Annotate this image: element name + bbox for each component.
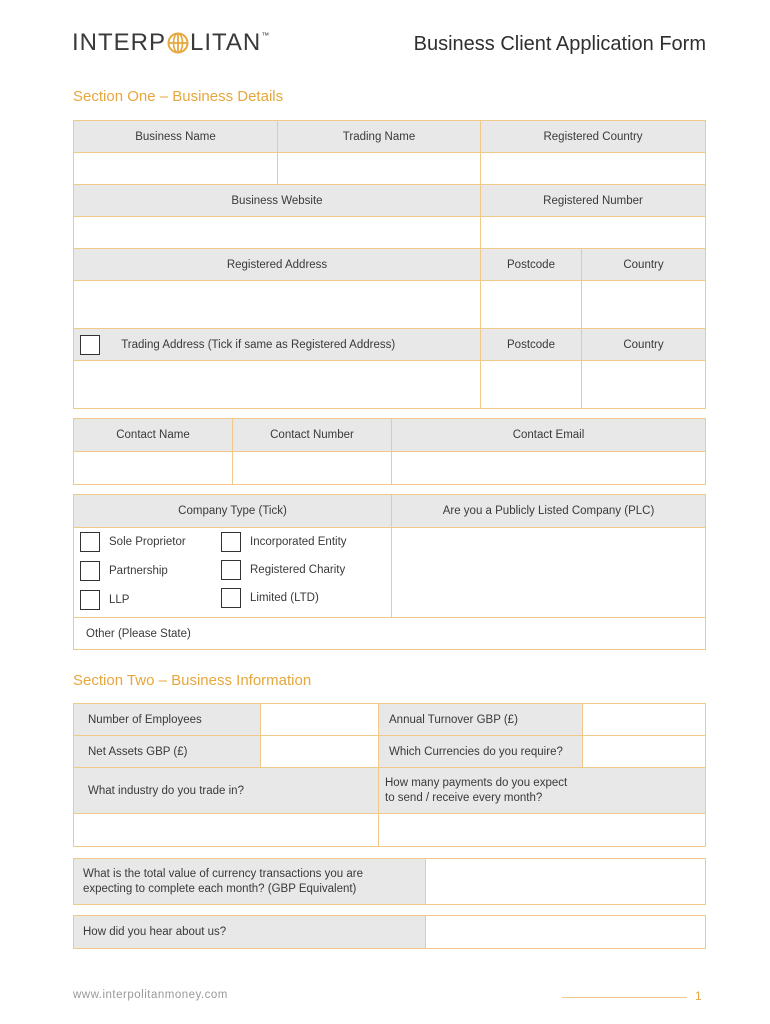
trading-address-checkbox[interactable] bbox=[80, 335, 100, 355]
trading-address-input[interactable] bbox=[74, 361, 481, 409]
registered-address-input[interactable] bbox=[74, 281, 481, 329]
registered-country-input[interactable] bbox=[481, 153, 706, 185]
footer-divider bbox=[562, 997, 687, 998]
contact-email-input[interactable] bbox=[392, 452, 706, 485]
registered-number-input[interactable] bbox=[481, 217, 706, 249]
payments-label bbox=[379, 768, 706, 814]
country-label: Country bbox=[582, 249, 706, 281]
sole-proprietor-label: Sole Proprietor bbox=[109, 536, 186, 548]
form-title: Business Client Application Form bbox=[413, 33, 706, 55]
employees-input[interactable] bbox=[261, 704, 379, 736]
company-logo: INTERP LITAN ™ bbox=[72, 29, 271, 56]
contact-number-input[interactable] bbox=[233, 452, 392, 485]
net-assets-input[interactable] bbox=[261, 736, 379, 768]
llp-label: LLP bbox=[109, 594, 130, 606]
sole-proprietor-checkbox[interactable] bbox=[80, 532, 100, 552]
total-value-label-line1: What is the total value of currency transactions you are bbox=[83, 867, 363, 880]
partnership-label: Partnership bbox=[109, 565, 168, 577]
hear-about-table bbox=[73, 915, 706, 949]
plc-label: Are you a Publicly Listed Company (PLC) bbox=[392, 495, 706, 528]
page-number: 1 bbox=[695, 989, 702, 1003]
hear-about-label: How did you hear about us? bbox=[74, 916, 426, 949]
contact-email-label: Contact Email bbox=[392, 419, 706, 452]
limited-option[interactable] bbox=[221, 588, 319, 608]
total-value-input[interactable] bbox=[426, 859, 706, 905]
incorporated-entity-option[interactable] bbox=[221, 532, 347, 552]
llp-option[interactable] bbox=[80, 590, 129, 610]
incorporated-entity-checkbox[interactable] bbox=[221, 532, 241, 552]
payments-input[interactable] bbox=[379, 814, 706, 847]
section-one-title: Section One – Business Details bbox=[73, 88, 284, 105]
business-name-label: Business Name bbox=[74, 121, 278, 153]
other-label: Other (Please State) bbox=[86, 627, 191, 640]
turnover-label: Annual Turnover GBP (£) bbox=[379, 704, 583, 736]
employees-label: Number of Employees bbox=[74, 704, 261, 736]
contact-table bbox=[73, 418, 706, 485]
trading-postcode-label: Postcode bbox=[481, 329, 582, 361]
trading-postcode-input[interactable] bbox=[481, 361, 582, 409]
trading-country-label: Country bbox=[582, 329, 706, 361]
postcode-input[interactable] bbox=[481, 281, 582, 329]
business-name-input[interactable] bbox=[74, 153, 278, 185]
globe-icon bbox=[167, 32, 189, 54]
net-assets-label: Net Assets GBP (£) bbox=[74, 736, 261, 768]
registered-address-label: Registered Address bbox=[74, 249, 481, 281]
footer-url: www.interpolitanmoney.com bbox=[73, 989, 228, 1001]
partnership-option[interactable] bbox=[80, 561, 168, 581]
plc-input[interactable] bbox=[392, 528, 706, 618]
limited-checkbox[interactable] bbox=[221, 588, 241, 608]
currencies-label: Which Currencies do you require? bbox=[379, 736, 583, 768]
company-type-table bbox=[73, 494, 706, 650]
business-website-input[interactable] bbox=[74, 217, 481, 249]
other-input[interactable] bbox=[74, 618, 706, 650]
sole-proprietor-option[interactable] bbox=[80, 532, 186, 552]
hear-about-input[interactable] bbox=[426, 916, 706, 949]
country-input[interactable] bbox=[582, 281, 706, 329]
section-two-title: Section Two – Business Information bbox=[73, 672, 312, 689]
currencies-input[interactable] bbox=[583, 736, 706, 768]
postcode-label: Postcode bbox=[481, 249, 582, 281]
business-details-table bbox=[73, 120, 706, 409]
total-value-table bbox=[73, 858, 706, 905]
industry-label: What industry do you trade in? bbox=[74, 768, 379, 814]
turnover-input[interactable] bbox=[583, 704, 706, 736]
partnership-checkbox[interactable] bbox=[80, 561, 100, 581]
registered-charity-label: Registered Charity bbox=[250, 564, 346, 576]
payments-label-line2: to send / receive every month? bbox=[385, 791, 543, 804]
registered-charity-option[interactable] bbox=[221, 560, 345, 580]
contact-number-label: Contact Number bbox=[233, 419, 392, 452]
business-info-table bbox=[73, 703, 706, 847]
trading-address-label bbox=[74, 329, 481, 361]
contact-name-input[interactable] bbox=[74, 452, 233, 485]
total-value-label-line2: expecting to complete each month? (GBP Equivalent) bbox=[83, 882, 357, 895]
trading-country-input[interactable] bbox=[582, 361, 706, 409]
llp-checkbox[interactable] bbox=[80, 590, 100, 610]
total-value-label bbox=[74, 859, 426, 905]
contact-name-label: Contact Name bbox=[74, 419, 233, 452]
limited-label: Limited (LTD) bbox=[250, 592, 319, 604]
incorporated-entity-label: Incorporated Entity bbox=[250, 536, 347, 548]
registered-charity-checkbox[interactable] bbox=[221, 560, 241, 580]
payments-label-line1: How many payments do you expect bbox=[385, 776, 568, 789]
business-website-label: Business Website bbox=[74, 185, 481, 217]
trading-name-input[interactable] bbox=[278, 153, 481, 185]
registered-number-label: Registered Number bbox=[481, 185, 706, 217]
registered-country-label: Registered Country bbox=[481, 121, 706, 153]
industry-input[interactable] bbox=[74, 814, 379, 847]
trading-name-label: Trading Name bbox=[278, 121, 481, 153]
trading-address-label-text: Trading Address (Tick if same as Registered Address) bbox=[121, 338, 396, 351]
company-type-label: Company Type (Tick) bbox=[74, 495, 392, 528]
